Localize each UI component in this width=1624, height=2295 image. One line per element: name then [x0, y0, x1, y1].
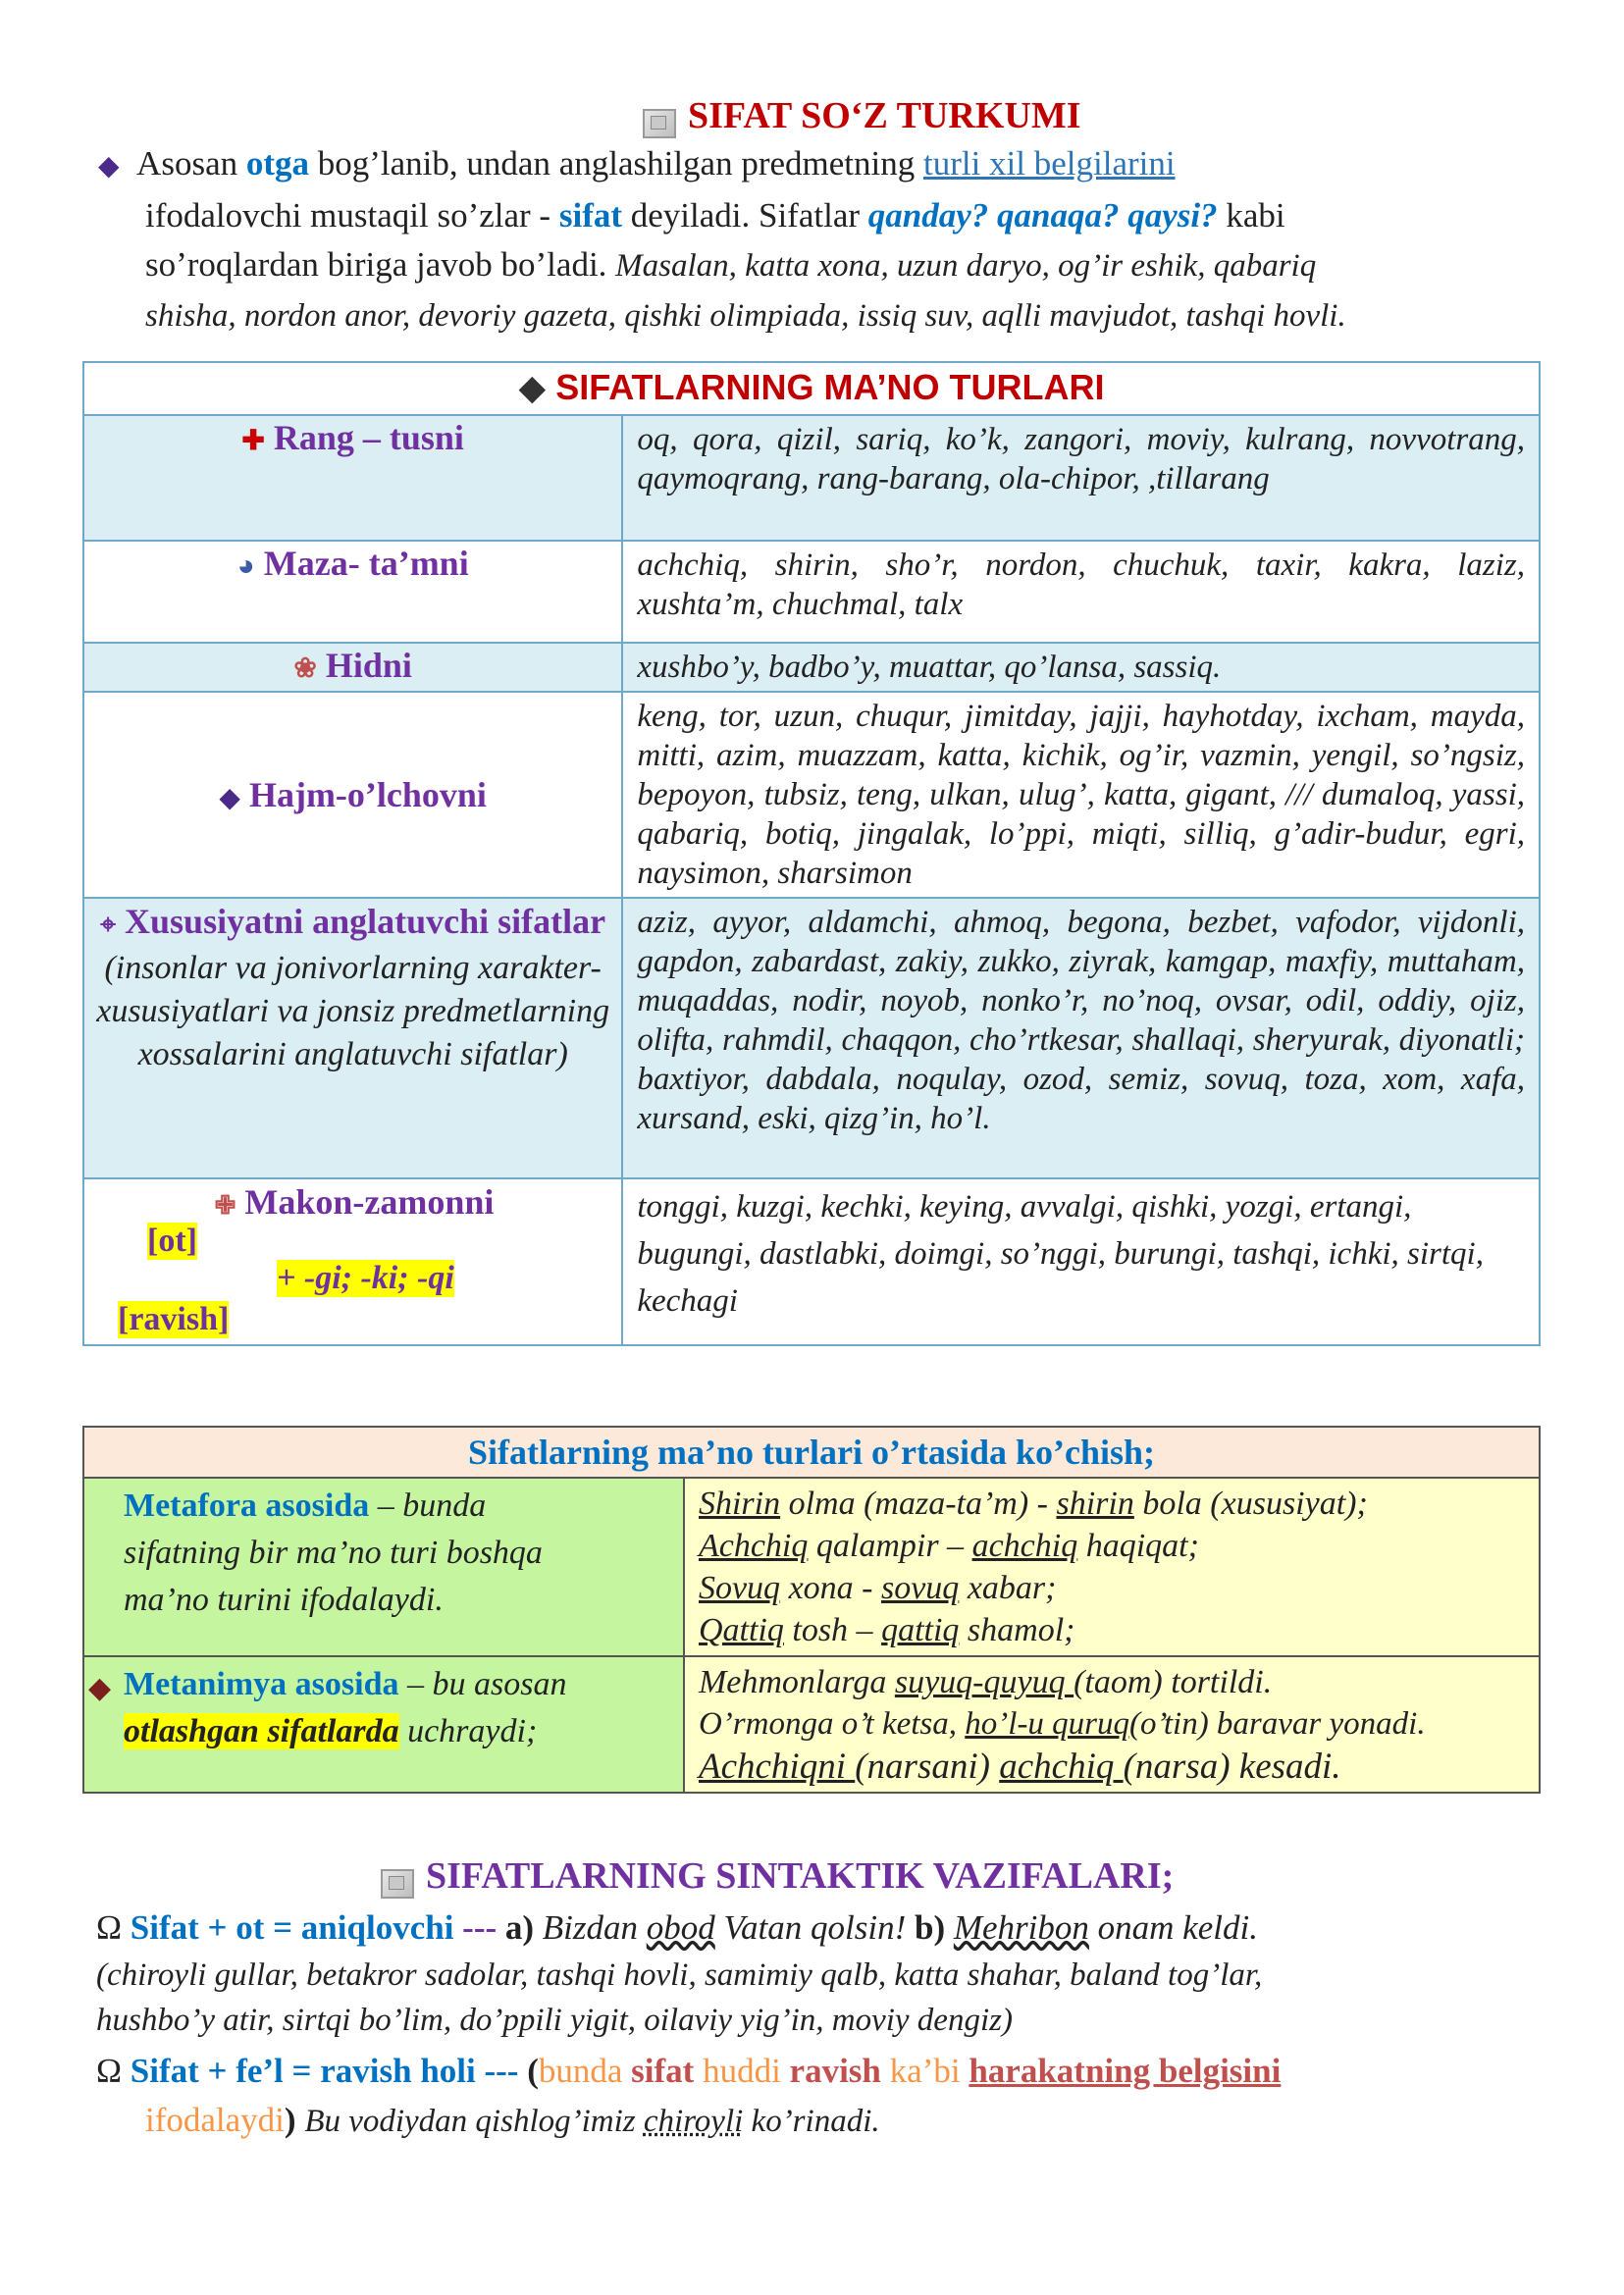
meaning-transfer-header: Sifatlarning ma’no turlari o’rtasida ko’chish;: [83, 1427, 1540, 1478]
pie-icon: ◕: [236, 549, 255, 582]
metafora-example: Sovuq xona - sovuq xabar;: [698, 1570, 1057, 1606]
intro-link[interactable]: turli xil belgilarini: [922, 144, 1176, 183]
intro-text: ifodalovchi mustaqil so’zlar -: [145, 196, 559, 235]
table-row: ✚ Rang – tusni oq, qora, qizil, sariq, ko’k, zangori, moviy, kulrang, novvotrang, qaymoqrang, rang-barang, ola-chipor, ,tillarang: [83, 415, 1540, 541]
metafora-example: Achchiq qalampir – achchiq haqiqat;: [698, 1528, 1199, 1564]
diamond-icon: ◆: [219, 783, 240, 813]
intro-text: bog’lanib, undan anglashilgan predmetning: [309, 144, 923, 183]
table-row: ◕ Maza- ta’mni achchiq, shirin, sho’r, nordon, chuchuk, taxir, kakra, laziz, xushta’m, chuchmal, talx: [83, 541, 1540, 643]
intro-text: so’roqlardan biriga javob bo’ladi.: [145, 245, 616, 284]
intro-example: shisha, nordon anor, devoriy gazeta, qishki olimpiada, issiq suv, aqlli mavjudot, tashqi hovli.: [145, 298, 1346, 334]
page-title-wrap: [643, 94, 1080, 138]
syntax-title-wrap: [381, 1854, 1174, 1899]
intro-paragraph: [98, 139, 1511, 340]
syntax-title: SIFATLARNING SINTAKTIK VAZIFALARI;: [426, 1855, 1175, 1897]
meaning-types-header: ◆ SIFATLARNING MA’NO TURLARI: [83, 362, 1540, 415]
intro-text: deyiladi. Sifatlar: [622, 196, 868, 235]
metanimya-example: Achchiqni (narsani) achchiq (narsa) kesadi.: [698, 1747, 1341, 1787]
intro-text: qanday? qanaqa? qaysi?: [867, 196, 1218, 235]
arrow-diamond-icon: ◆: [88, 1672, 112, 1704]
picture-icon: [643, 109, 676, 138]
cross-icon: ✚: [241, 426, 265, 456]
table-row: ✙ Makon-zamonni [ot] + -gi; -ki; -qi [ravish] tonggi, kuzgi, kechki, keying, avvalgi, qishki, yozgi, ertangi, bugungi, dastlabki, doimgi, so’nggi, burungi, tashqi, ichki, sirtqi, kechagi: [83, 1178, 1540, 1345]
intro-text: Asosan: [136, 144, 246, 183]
intro-example: Masalan, katta xona, uzun daryo, og’ir eshik, qabariq: [615, 248, 1317, 284]
ot-tag: [ot]: [147, 1223, 197, 1259]
intro-text: otga: [245, 144, 310, 183]
picture-icon: [381, 1869, 414, 1899]
metanimya-example: O’rmonga o’t ketsa, ho’l-u quruq(o’tin) baravar yonadi.: [698, 1706, 1426, 1742]
red-arrow-icon: ◆: [518, 367, 547, 407]
table-row: Metafora asosida – bunda sifatning bir ma’no turi boshqa ma’no turini ifodalaydi. Shirin olma (maza-ta’m) - shirin bola (xususiyat); Achchiq qalampir – achchiq haqiqat; Sovuq xona - sovuq xabar; Qattiq tosh – qattiq shamol;: [83, 1478, 1540, 1656]
syntax-section: Ω Sifat + ot = aniqlovchi --- a) Bizdan obod Vatan qolsin! b) Mehribon onam keldi. (chiroyli gullar, betakror sadolar, tashqi hovli, samimiy qalb, katta shahar, baland tog’lar, hushbo’y atir, sirtqi bo’lim, do’ppili yigit, oilaviy yig’in, moviy dengiz) Ω Sifat + fe’l = ravish holi --- (bunda sifat huddi ravish ka’bi harakatning belgisini ifodalaydi) Bu vodiydan qishlog’imiz chiroyli ko’rinadi.: [96, 1908, 1282, 2139]
table-row: ⌖ Xususiyatni anglatuvchi sifatlar (insonlar va jonivorlarning xarakter-xususiyatlari va jonsiz predmetlarning xossalarini anglatuvchi sifatlar) aziz, ayyor, aldamchi, ahmoq, begona, bezbet, vafodor, vijdonli, gapdon, zabardast, zakiy, zukko, ziyrak, kamgap, maxfiy, muttaham, muqaddas, nodir, noyob, nonko’r, no’noq, ovsar, odil, oddiy, ojiz, olifta, rahmdil, chaqqon, cho’rtkesar, shallaqi, sheryurak, diyonatli; baxtiyor, dabdala, noqulay, ozod, semiz, sovuq, toza, xom, xafa, xursand, eski, qizg’in, ho’l.: [83, 898, 1540, 1178]
metafora-example: Shirin olma (maza-ta’m) - shirin bola (xususiyat);: [698, 1486, 1368, 1522]
ravish-tag: [ravish]: [118, 1301, 230, 1337]
table-row: ◆ Hajm-o’lchovni keng, tor, uzun, chuqur, jimitday, jajji, hayhotday, ixcham, mayda, mitti, azim, muazzam, katta, kichik, og’ir, vazmin, yengil, so’ngsiz, bepoyon, tubsiz, teng, ulkan, ulug’, katta, gigant, /// dumaloq, yassi, qabariq, botiq, jingalak, lo’ppi, miqti, silliq, g’adir-budur, egri, naysimon, sharsimon: [83, 692, 1540, 898]
table-row: ❀ Hidni xushbo’y, badbo’y, muattar, qo’lansa, sassiq.: [83, 643, 1540, 692]
plus-box-icon: ✙: [214, 1191, 236, 1220]
flower-icon: ❀: [293, 653, 317, 684]
meaning-transfer-table: [82, 1426, 1541, 1794]
metafora-example: Qattiq tosh – qattiq shamol;: [698, 1612, 1075, 1648]
intro-text: sifat: [558, 196, 622, 235]
intro-text: kabi: [1217, 196, 1285, 235]
meaning-types-table: [82, 361, 1541, 1346]
suffix-tag: + -gi; -ki; -qi: [277, 1260, 454, 1296]
page-title: SIFAT SO‘Z TURKUMI: [688, 95, 1081, 136]
table-row: ◆ Metanimya asosida – bu asosan otlashgan sifatlarda uchraydi; Mehmonlarga suyuq-quyuq (taom) tortildi. O’rmonga o’t ketsa, ho’l-u quruq(o’tin) baravar yonadi. Achchiqni (narsani) achchiq (narsa) kesadi.: [83, 1656, 1540, 1793]
metanimya-example: Mehmonlarga suyuq-quyuq (taom) tortildi.: [698, 1664, 1273, 1700]
diamond-bullet-icon: ◆: [98, 151, 120, 182]
crosshair-icon: ⌖: [100, 910, 117, 940]
